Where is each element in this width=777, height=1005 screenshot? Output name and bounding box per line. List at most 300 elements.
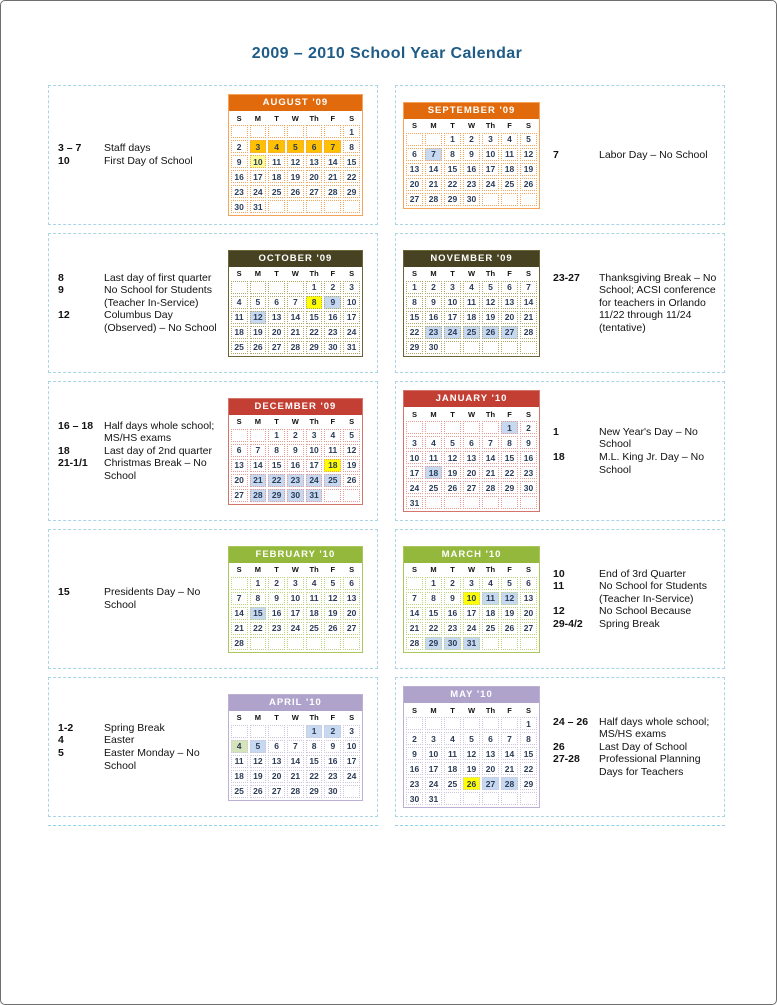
day-cell: 15 [306, 311, 323, 324]
day-cell: 14 [520, 296, 537, 309]
week-row [231, 577, 360, 590]
day-cell: 8 [406, 296, 423, 309]
weekday-header-cell: S [525, 705, 531, 715]
day-cell: 27 [520, 622, 537, 635]
note-text: Last Day of School [599, 740, 688, 753]
note-text: End of 3rd Quarter [599, 567, 686, 580]
weekday-header-row [406, 121, 537, 131]
empty-day-cell [287, 725, 304, 738]
week-row [406, 451, 537, 464]
day-cell-highlighted: 1 [306, 725, 323, 738]
day-cell: 29 [520, 777, 537, 790]
day-cell: 30 [324, 341, 341, 354]
empty-day-cell [324, 489, 341, 502]
month-grid [404, 407, 539, 511]
empty-day-cell [406, 421, 423, 434]
empty-day-cell [287, 281, 304, 294]
day-cell: 3 [406, 436, 423, 449]
weekday-header-cell: F [507, 565, 512, 574]
weekday-header-cell: M [254, 713, 261, 722]
day-cell: 30 [324, 785, 341, 798]
day-cell: 24 [250, 185, 267, 198]
week-row [406, 762, 537, 775]
month-grid [404, 119, 539, 208]
day-cell: 2 [463, 133, 480, 146]
week-row [231, 474, 360, 487]
empty-day-cell [444, 496, 461, 509]
day-cell: 21 [520, 311, 537, 324]
note-date-label: 15 [58, 586, 70, 599]
day-cell-highlighted: 30 [287, 489, 304, 502]
day-cell: 19 [324, 607, 341, 620]
note-date-label: 1-2 [58, 721, 74, 734]
empty-day-cell [406, 133, 423, 146]
day-cell: 31 [250, 200, 267, 213]
day-cell: 26 [250, 341, 267, 354]
weekday-header-cell: S [411, 565, 417, 574]
day-cell: 3 [306, 429, 323, 442]
day-cell: 20 [520, 607, 537, 620]
weekday-header-cell: Th [309, 417, 319, 426]
day-cell: 11 [501, 148, 518, 161]
day-cell-highlighted: 23 [287, 474, 304, 487]
day-cell-highlighted: 4 [268, 140, 285, 153]
day-cell: 30 [520, 481, 537, 494]
week-row [406, 148, 537, 161]
day-cell: 1 [520, 717, 537, 730]
day-cell: 28 [425, 193, 442, 206]
note-text: Easter [104, 734, 135, 747]
day-cell: 5 [482, 281, 499, 294]
day-cell: 26 [287, 185, 304, 198]
empty-day-cell [501, 637, 518, 650]
day-cell: 8 [268, 444, 285, 457]
day-cell: 14 [482, 451, 499, 464]
note-date-label: 7 [553, 148, 559, 161]
day-cell-highlighted: 28 [250, 489, 267, 502]
weekday-header-cell: F [507, 269, 512, 278]
day-cell-highlighted: 10 [250, 155, 267, 168]
day-cell: 8 [444, 148, 461, 161]
weekday-header-row [231, 713, 360, 723]
calendar-row [48, 233, 726, 373]
day-cell: 9 [444, 592, 461, 605]
day-cell: 29 [306, 341, 323, 354]
month-calendar [228, 250, 363, 357]
note-date-label: 4 [58, 734, 64, 747]
day-cell: 5 [343, 429, 360, 442]
day-cell: 29 [444, 193, 461, 206]
month-notes [58, 272, 228, 335]
calendar-row [48, 381, 726, 521]
month-header: AUGUST '09 [229, 95, 362, 111]
day-cell: 4 [425, 436, 442, 449]
day-cell: 7 [287, 740, 304, 753]
day-cell: 15 [501, 451, 518, 464]
weekday-header-cell: S [411, 121, 417, 130]
day-cell: 9 [231, 155, 248, 168]
weekday-header-cell: S [236, 269, 242, 278]
month-box-march [395, 529, 725, 669]
day-cell: 22 [250, 622, 267, 635]
day-cell: 6 [406, 148, 423, 161]
day-cell: 17 [425, 762, 442, 775]
day-cell: 27 [268, 785, 285, 798]
day-cell: 6 [463, 436, 480, 449]
weekday-header-cell: F [507, 121, 512, 130]
month-header: NOVEMBER '09 [404, 251, 539, 267]
empty-day-cell [268, 200, 285, 213]
week-row [406, 421, 537, 434]
empty-day-cell [482, 193, 499, 206]
note-date-label: 29-4/2 [553, 617, 583, 630]
day-cell: 14 [231, 607, 248, 620]
day-cell: 13 [343, 592, 360, 605]
day-cell: 17 [287, 607, 304, 620]
weekday-header-row [406, 705, 537, 715]
day-cell-highlighted: 31 [463, 637, 480, 650]
month-notes [553, 426, 721, 476]
empty-day-cell [444, 717, 461, 730]
weekday-header-cell: M [430, 269, 437, 278]
week-row [231, 200, 360, 213]
day-cell-highlighted: 25 [324, 474, 341, 487]
month-header: JANUARY '10 [404, 391, 539, 407]
week-row [406, 717, 537, 730]
day-cell: 10 [425, 747, 442, 760]
weekday-header-cell: F [330, 565, 336, 574]
month-grid [229, 267, 362, 356]
note-text: Spring Break [104, 721, 165, 734]
day-cell: 28 [231, 637, 248, 650]
weekday-header-cell: W [467, 121, 476, 130]
weekday-header-cell: W [467, 409, 476, 419]
day-cell: 16 [287, 459, 304, 472]
day-cell: 22 [444, 178, 461, 191]
note-date-label: 5 [58, 747, 64, 759]
day-cell: 11 [306, 592, 323, 605]
day-cell: 22 [306, 770, 323, 783]
day-cell: 1 [425, 577, 442, 590]
day-cell: 12 [444, 451, 461, 464]
day-cell: 23 [324, 326, 341, 339]
week-row [231, 755, 360, 768]
month-grid [229, 711, 362, 800]
day-cell: 29 [406, 341, 423, 354]
day-cell-highlighted: 5 [287, 140, 304, 153]
empty-day-cell [306, 200, 323, 213]
note-text: Professional Planning Days for Teachers [599, 753, 701, 778]
weekday-header-cell: M [254, 417, 261, 426]
weekday-header-cell: F [507, 409, 512, 419]
weekday-header-row [231, 417, 360, 427]
day-cell: 2 [406, 732, 423, 745]
day-cell: 30 [231, 200, 248, 213]
weekday-header-cell: S [349, 113, 355, 123]
day-cell: 8 [520, 732, 537, 745]
day-cell: 6 [520, 577, 537, 590]
day-cell: 19 [250, 770, 267, 783]
day-cell: 21 [482, 466, 499, 479]
day-cell-highlighted: 2 [324, 725, 341, 738]
day-cell: 7 [231, 592, 248, 605]
day-cell: 17 [482, 163, 499, 176]
day-cell: 29 [343, 185, 360, 198]
month-box-april [48, 677, 378, 817]
day-cell: 25 [306, 622, 323, 635]
week-row [231, 429, 360, 442]
weekday-header-cell: S [411, 269, 417, 278]
day-cell: 11 [425, 451, 442, 464]
day-cell: 30 [406, 792, 423, 805]
day-cell: 22 [501, 466, 518, 479]
note-date-label: 3 – 7 [58, 142, 82, 155]
day-cell: 21 [231, 622, 248, 635]
week-row [406, 637, 537, 650]
month-box-october [48, 233, 378, 373]
day-cell: 7 [501, 732, 518, 745]
day-cell: 4 [306, 577, 323, 590]
day-cell: 21 [287, 770, 304, 783]
day-cell: 12 [250, 755, 267, 768]
day-cell: 26 [444, 481, 461, 494]
empty-day-cell [231, 429, 248, 442]
week-row [406, 163, 537, 176]
day-cell: 27 [406, 193, 423, 206]
day-cell: 14 [425, 163, 442, 176]
empty-day-cell [268, 637, 285, 650]
week-row [231, 489, 360, 502]
empty-day-cell [520, 637, 537, 650]
empty-day-cell [520, 792, 537, 805]
day-cell: 16 [324, 755, 341, 768]
day-cell: 4 [501, 133, 518, 146]
week-row [231, 170, 360, 183]
day-cell: 22 [406, 326, 423, 339]
week-row [231, 296, 360, 309]
day-cell: 25 [425, 481, 442, 494]
day-cell: 11 [463, 296, 480, 309]
week-row [406, 133, 537, 146]
day-cell: 14 [324, 155, 341, 168]
week-row [406, 622, 537, 635]
weekday-header-cell: Th [485, 409, 496, 419]
day-cell: 25 [444, 777, 461, 790]
day-cell: 6 [501, 281, 518, 294]
empty-day-cell [268, 725, 285, 738]
weekday-header-cell: Th [485, 269, 496, 278]
day-cell: 20 [482, 762, 499, 775]
week-row [406, 311, 537, 324]
day-cell-highlighted: 7 [324, 140, 341, 153]
empty-day-cell [343, 785, 360, 798]
day-cell: 1 [343, 125, 360, 138]
day-cell: 30 [425, 341, 442, 354]
day-cell: 17 [343, 755, 360, 768]
weekday-header-cell: W [291, 269, 299, 278]
weekday-header-cell: T [450, 705, 455, 715]
day-cell: 21 [425, 178, 442, 191]
weekday-header-cell: T [274, 565, 279, 574]
note-date-label: 11 [553, 580, 565, 593]
note-date-label: 12 [58, 309, 70, 322]
month-calendar [228, 546, 363, 653]
day-cell: 16 [231, 170, 248, 183]
month-calendar [403, 546, 540, 653]
day-cell: 9 [268, 592, 285, 605]
day-cell: 25 [482, 622, 499, 635]
day-cell: 24 [425, 777, 442, 790]
day-cell: 31 [406, 496, 423, 509]
week-row [406, 496, 537, 509]
day-cell: 18 [231, 326, 248, 339]
empty-day-cell [520, 193, 537, 206]
week-row [231, 125, 360, 138]
note-date-label: 1 [553, 425, 559, 438]
weekday-header-cell: W [291, 417, 299, 426]
day-cell: 5 [444, 436, 461, 449]
week-row [406, 732, 537, 745]
note-text: Presidents Day – No School [104, 586, 201, 611]
week-row [231, 140, 360, 153]
weekday-header-cell: S [236, 565, 242, 574]
empty-day-cell [463, 792, 480, 805]
day-cell: 10 [306, 444, 323, 457]
note-text: Spring Break [599, 617, 660, 630]
empty-day-cell [501, 717, 518, 730]
calendar-grid [48, 85, 726, 817]
day-cell: 30 [463, 193, 480, 206]
month-calendar [403, 390, 540, 512]
note-text: Half days whole school; MS/HS exams [599, 715, 710, 741]
month-grid [404, 563, 539, 652]
week-row [406, 281, 537, 294]
day-cell: 1 [444, 133, 461, 146]
note-text: M.L. King Jr. Day – No School [599, 451, 705, 476]
day-cell: 22 [425, 622, 442, 635]
empty-day-cell [343, 489, 360, 502]
empty-day-cell [287, 200, 304, 213]
day-cell: 5 [324, 577, 341, 590]
day-cell: 18 [444, 762, 461, 775]
day-cell: 23 [268, 622, 285, 635]
day-cell: 23 [231, 185, 248, 198]
note-date-label: 21-1/1 [58, 457, 88, 470]
day-cell-highlighted: 5 [250, 740, 267, 753]
weekday-header-cell: S [349, 269, 355, 278]
day-cell: 20 [406, 178, 423, 191]
day-cell: 7 [482, 436, 499, 449]
weekday-header-cell: S [525, 565, 531, 574]
day-cell-highlighted: 6 [306, 140, 323, 153]
day-cell: 28 [324, 185, 341, 198]
week-row [231, 326, 360, 339]
day-cell-highlighted: 22 [268, 474, 285, 487]
day-cell: 7 [250, 444, 267, 457]
month-box-february [48, 529, 378, 669]
day-cell: 6 [343, 577, 360, 590]
month-notes [553, 149, 721, 162]
day-cell: 19 [250, 326, 267, 339]
day-cell: 11 [268, 155, 285, 168]
day-cell-highlighted: 3 [250, 140, 267, 153]
day-cell: 21 [406, 622, 423, 635]
empty-day-cell [501, 496, 518, 509]
day-cell-highlighted: 7 [425, 148, 442, 161]
empty-day-cell [482, 421, 499, 434]
empty-day-cell [482, 637, 499, 650]
weekday-header-cell: S [236, 113, 242, 123]
day-cell: 3 [444, 281, 461, 294]
note-date-label: 18 [553, 451, 565, 463]
day-cell: 22 [306, 326, 323, 339]
month-grid [229, 415, 362, 504]
note-date-label: 9 [58, 284, 64, 297]
weekday-header-cell: T [274, 269, 279, 278]
week-row [406, 792, 537, 805]
day-cell: 9 [520, 436, 537, 449]
week-row [406, 607, 537, 620]
empty-day-cell [463, 496, 480, 509]
empty-day-cell [250, 725, 267, 738]
day-cell: 21 [501, 762, 518, 775]
day-cell: 3 [343, 725, 360, 738]
day-cell: 19 [520, 163, 537, 176]
day-cell: 10 [482, 148, 499, 161]
day-cell: 23 [444, 622, 461, 635]
day-cell: 10 [287, 592, 304, 605]
note-text: Columbus Day (Observed) – No School [104, 309, 217, 334]
weekday-header-cell: S [411, 409, 417, 419]
day-cell-highlighted: 10 [463, 592, 480, 605]
empty-day-cell [250, 429, 267, 442]
day-cell: 14 [250, 459, 267, 472]
note-text: Labor Day – No School [599, 148, 708, 161]
day-cell: 15 [306, 755, 323, 768]
weekday-header-cell: Th [309, 113, 319, 123]
month-notes [58, 420, 228, 483]
day-cell: 29 [306, 785, 323, 798]
empty-day-cell [463, 717, 480, 730]
weekday-header-cell: S [525, 269, 531, 278]
weekday-header-cell: M [430, 409, 437, 419]
week-row [406, 341, 537, 354]
month-box-december [48, 381, 378, 521]
month-notes [553, 716, 721, 779]
day-cell: 20 [231, 474, 248, 487]
day-cell: 20 [463, 466, 480, 479]
day-cell-highlighted: 27 [482, 777, 499, 790]
day-cell: 13 [520, 592, 537, 605]
day-cell: 26 [343, 474, 360, 487]
day-cell: 20 [268, 770, 285, 783]
week-row [231, 311, 360, 324]
day-cell: 2 [425, 281, 442, 294]
day-cell: 17 [306, 459, 323, 472]
day-cell-highlighted: 28 [501, 777, 518, 790]
day-cell: 15 [343, 155, 360, 168]
day-cell: 22 [343, 170, 360, 183]
empty-day-cell [444, 421, 461, 434]
empty-day-cell [425, 133, 442, 146]
day-cell: 5 [250, 296, 267, 309]
note-text: Christmas Break – No School [104, 457, 207, 482]
day-cell-highlighted: 23 [425, 326, 442, 339]
weekday-header-cell: S [349, 713, 355, 722]
weekday-header-cell: T [450, 565, 455, 574]
day-cell: 6 [268, 296, 285, 309]
weekday-header-cell: Th [485, 565, 496, 574]
